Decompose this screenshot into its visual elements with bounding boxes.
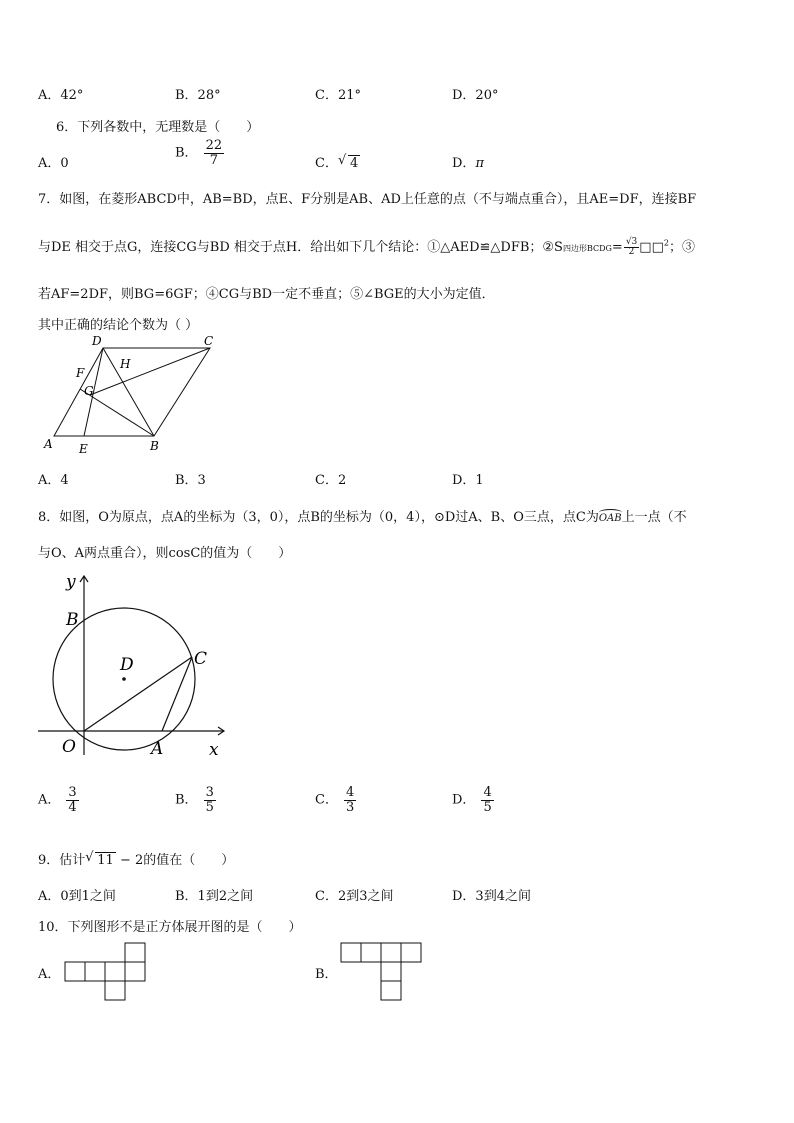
- segment-oc: [84, 657, 192, 731]
- q9-option-b: B．1到2之间: [175, 889, 254, 904]
- q7-option-a: A．4: [38, 473, 69, 488]
- q6-option-a: A．0: [38, 156, 69, 171]
- label-c: C: [194, 649, 208, 669]
- q6-option-d: D．π: [452, 156, 484, 171]
- rhombus-abcd: [54, 348, 210, 436]
- label-h: H: [120, 357, 131, 371]
- q8-option-b: B． $\frac{3}{5}$: [175, 785, 214, 815]
- q5-option-d: D．20°: [452, 88, 499, 103]
- label-y: y: [66, 572, 76, 592]
- q7-option-d: D．1: [452, 473, 484, 488]
- q5-option-c: C．21°: [315, 88, 361, 103]
- q7-stem-line3: 若AF=2DF，则BG=6GF；④CG与BD一定不垂直；⑤∠BGE的大小为定值．: [38, 287, 495, 302]
- label-b: B: [66, 610, 79, 630]
- q10-option-b-label: B．: [315, 967, 338, 982]
- label-a: A: [44, 437, 53, 451]
- q7-rhombus-figure: [38, 332, 228, 458]
- segment-cg: [90, 348, 210, 395]
- q9-option-c: C．2到3之间: [315, 889, 394, 904]
- q10-net-b: [340, 942, 424, 1002]
- q7-stem-line2: 与DE 相交于点G，连接CG与BD 相交于点H．给出如下几个结论：①△AED≌△DFB；②S四边形BCDG= $\frac{√3}{2}$ □□$^2$；③: [38, 236, 695, 257]
- label-b: B: [150, 439, 159, 453]
- label-g: G: [84, 384, 94, 398]
- q8-circle-figure: [34, 570, 234, 760]
- q9-option-d: D．3到4之间: [452, 889, 531, 904]
- label-o: O: [62, 737, 76, 757]
- center-point-d: [122, 677, 126, 681]
- label-d: D: [92, 334, 102, 348]
- segment-ac: [162, 657, 192, 731]
- q9-option-a: A．0到1之间: [38, 889, 116, 904]
- label-a: A: [151, 739, 164, 759]
- q7-option-c: C．2: [315, 473, 347, 488]
- label-x: x: [209, 740, 219, 760]
- label-f: F: [76, 366, 85, 380]
- q7-stem-line1: 7．如图，在菱形ABCD中，AB=BD，点E、F分别是AB、AD上任意的点（不与端点重合），且AE=DF，连接BF: [38, 192, 697, 207]
- q10-net-a: [64, 942, 148, 1002]
- label-c: C: [204, 334, 214, 348]
- q9-stem: 9．估计√ 11 − 2的值在（ ）: [38, 849, 234, 868]
- q7-option-b: B．3: [175, 473, 206, 488]
- q10-stem: 10．下列图形不是正方体展开图的是（ ）: [38, 920, 302, 935]
- label-e: E: [79, 442, 88, 456]
- q6-option-c: C．√ 4: [315, 152, 360, 171]
- q5-option-a: A．42°: [38, 88, 84, 103]
- q10-option-a-label: A．: [38, 967, 61, 982]
- q6-stem: 6．下列各数中，无理数是（ ）: [56, 120, 260, 135]
- q8-option-d: D． $\frac{4}{5}$: [452, 785, 492, 815]
- label-d: D: [120, 655, 134, 675]
- q8-stem-line1: 8．如图，O为原点，点A的坐标为（3，0），点B的坐标为（0，4），⊙D过A、B、O三点，点C为 OAB上一点（不: [38, 510, 687, 525]
- q8-stem-line2: 与O、A两点重合），则cosC的值为（ ）: [38, 546, 292, 561]
- q8-option-a: A． $\frac{3}{4}$: [38, 785, 77, 815]
- q6-option-b: B． $\frac{22}{7}$: [175, 138, 223, 168]
- q8-option-c: C． $\frac{4}{3}$: [315, 785, 355, 815]
- q5-option-b: B．28°: [175, 88, 221, 103]
- q7-stem-line4: 其中正确的结论个数为（ ）: [38, 318, 199, 333]
